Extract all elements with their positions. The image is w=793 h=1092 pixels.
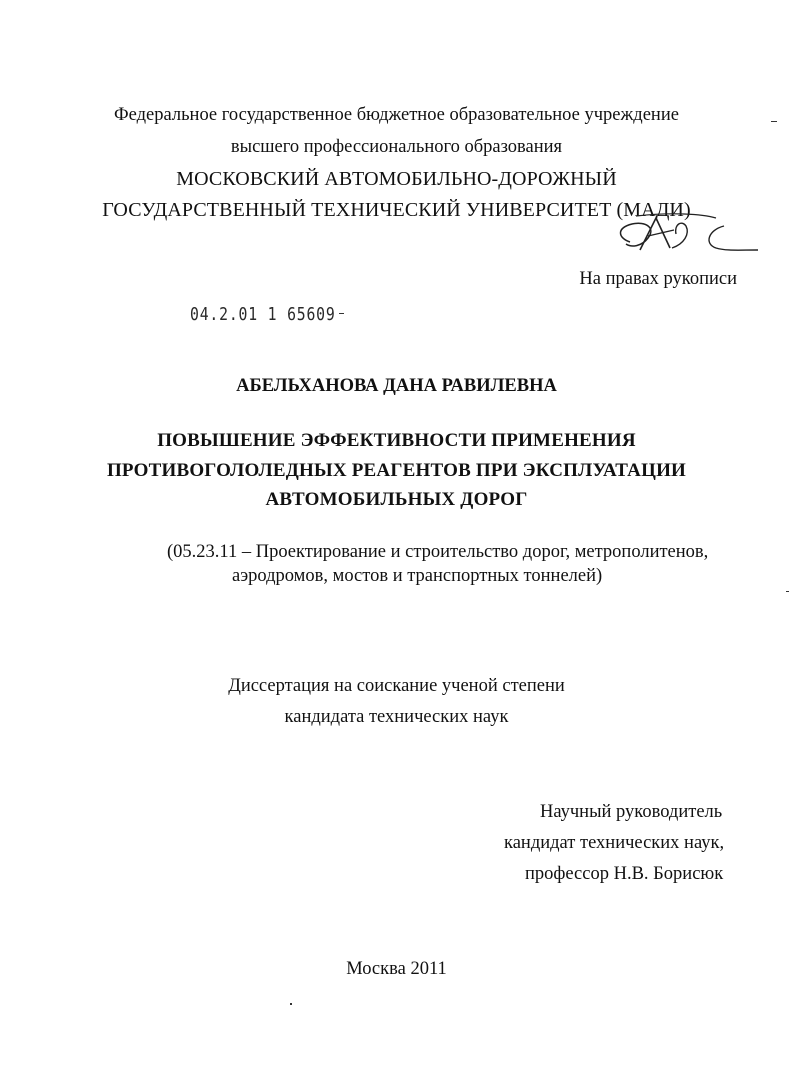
scan-artifact xyxy=(771,121,777,122)
specialty-line-2: аэродромов, мостов и транспортных тоннелей) xyxy=(232,566,603,586)
manuscript-note: На правах рукописи xyxy=(579,269,737,289)
archive-number: 04.2.01 1 65609 xyxy=(190,304,336,325)
title-line-3: АВТОМОБИЛЬНЫХ ДОРОГ xyxy=(265,489,528,510)
supervisor-line-3: профессор Н.В. Борисюк xyxy=(525,864,724,884)
title-line-1: ПОВЫШЕНИЕ ЭФФЕКТИВНОСТИ ПРИМЕНЕНИЯ xyxy=(157,430,636,451)
dissertation-line-1: Диссертация на соискание ученой степени xyxy=(228,676,565,696)
author-name: АБЕЛЬХАНОВА ДАНА РАВИЛЕВНА xyxy=(236,376,557,396)
title-line-2: ПРОТИВОГОЛОЛЕДНЫХ РЕАГЕНТОВ ПРИ ЭКСПЛУАТАЦИИ xyxy=(106,460,687,481)
scan-artifact xyxy=(339,313,344,314)
supervisor-line-1: Научный руководитель xyxy=(540,802,723,822)
university-name-line-2: ГОСУДАРСТВЕННЫЙ ТЕХНИЧЕСКИЙ УНИВЕРСИТЕТ (МАДИ) xyxy=(102,199,691,221)
scan-artifact xyxy=(786,591,789,592)
institution-line-1: Федеральное государственное бюджетное образовательное учреждение xyxy=(114,105,679,125)
city-year: Москва 2011 xyxy=(346,959,447,979)
university-name-line-1: МОСКОВСКИЙ АВТОМОБИЛЬНО-ДОРОЖНЫЙ xyxy=(176,168,617,190)
supervisor-line-2: кандидат технических наук, xyxy=(504,833,725,853)
scan-artifact xyxy=(290,1003,292,1005)
specialty-line-1: (05.23.11 – Проектирование и строительство дорог, метрополитенов, xyxy=(167,542,709,562)
signature xyxy=(612,204,762,264)
institution-line-2: высшего профессионального образования xyxy=(230,137,563,157)
dissertation-line-2: кандидата технических наук xyxy=(284,707,509,727)
